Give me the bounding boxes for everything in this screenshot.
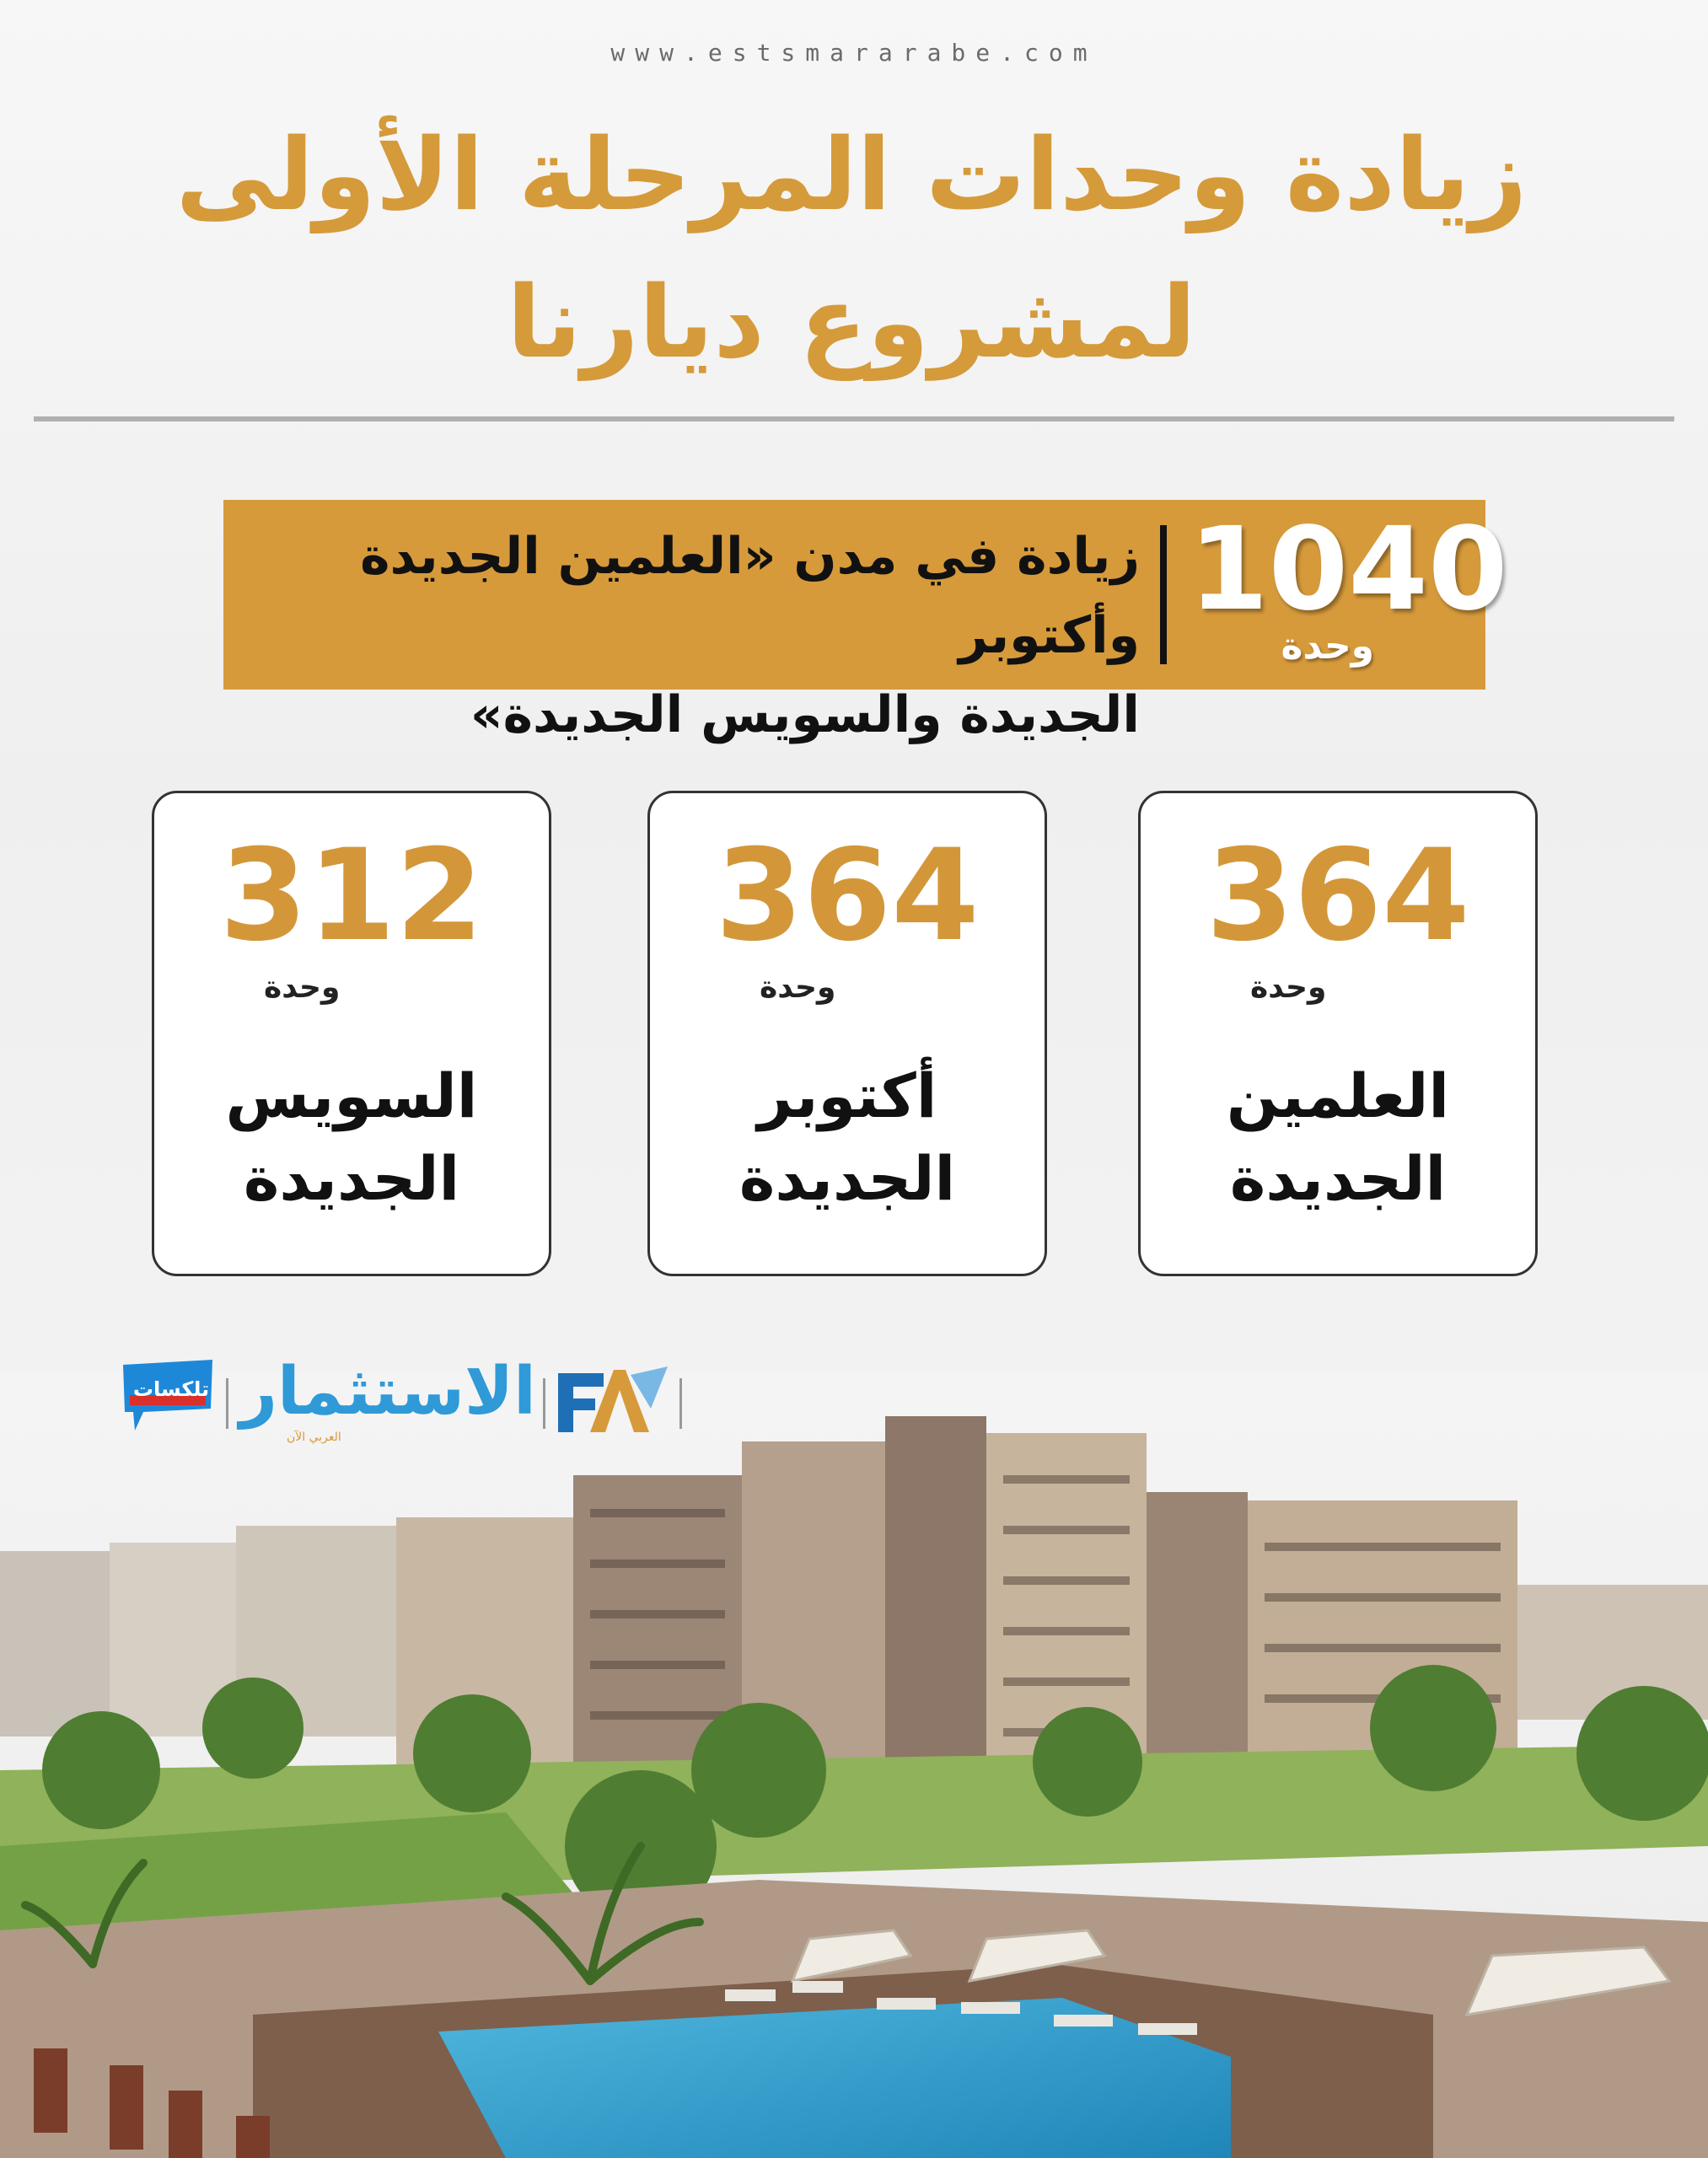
banner-separator (1160, 525, 1167, 664)
talks-logo-name: تلكسات (132, 1377, 210, 1401)
site-url[interactable]: www.estsmararabe.com (610, 39, 1098, 67)
mostashar-logo-subtitle: العربي الآن (287, 1431, 341, 1444)
card-city-line-1: أكتوبر (757, 1060, 937, 1131)
card-units-value: 364 (715, 823, 980, 969)
card-city-line-2: الجديدة (243, 1143, 460, 1214)
banner-text-line-2: الجديدة والسويس الجديدة» (470, 685, 1140, 744)
card-city-line-1: السويس (225, 1060, 478, 1131)
card-units-label: وحدة (264, 970, 341, 1005)
publisher-logos (110, 1353, 683, 1446)
headline-line-2: لمشروع ديارنا (507, 264, 1196, 380)
mostashar-logo[interactable] (236, 1353, 540, 1446)
talks-logo[interactable] (118, 1356, 219, 1434)
card-city-name (154, 1055, 549, 1220)
total-banner (223, 500, 1508, 744)
banner-text-line-1: زيادة في مدن «العلمين الجديدة وأكتوبر (360, 527, 1140, 665)
card-city-line-2: الجديدة (1229, 1143, 1447, 1214)
card-units-value: 364 (1206, 823, 1470, 969)
card-city-line-2: الجديدة (739, 1143, 956, 1214)
building (885, 1416, 986, 1770)
card-city-name (1141, 1055, 1535, 1220)
card-units-label: وحدة (760, 970, 836, 1005)
fa-logo[interactable] (548, 1358, 674, 1442)
city-card-suez (152, 791, 551, 1276)
banner-description (229, 517, 1140, 754)
building (0, 1551, 110, 1737)
compound-photo (0, 1374, 1708, 2158)
card-units-label: وحدة (1250, 970, 1327, 1005)
card-units-value: 312 (219, 823, 484, 969)
logo-divider (226, 1378, 228, 1429)
total-units-value: 1040 (1189, 503, 1508, 636)
card-city-line-1: العلمين (1226, 1060, 1450, 1131)
building (1147, 1492, 1248, 1779)
logo-divider (679, 1378, 682, 1429)
headline-line-1: زيادة وحدات المرحلة الأولى (175, 116, 1528, 233)
fa-logo-icon (548, 1358, 674, 1442)
card-city-name (650, 1055, 1045, 1220)
city-card-alamein (1138, 791, 1538, 1276)
mostashar-logo-name: الاستثمار (239, 1354, 536, 1430)
page-title (101, 101, 1602, 396)
divider (34, 416, 1674, 421)
total-units-label: وحدة (1281, 625, 1374, 668)
city-card-october (647, 791, 1047, 1276)
logo-divider (543, 1378, 545, 1429)
